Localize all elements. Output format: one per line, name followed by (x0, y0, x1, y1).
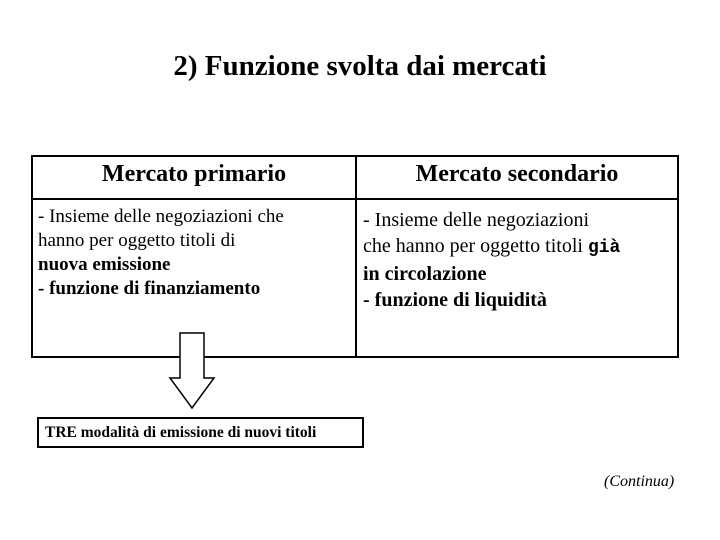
comparison-table (31, 155, 679, 358)
emission-methods-box: TRE modalità di emissione di nuovi titoli (37, 417, 364, 448)
secondary-line-2-text: che hanno per oggetto titoli (363, 235, 588, 257)
secondary-line-1: - Insieme delle negoziazioni (363, 209, 590, 231)
page-title: 2) Funzione svolta dai mercati (173, 50, 547, 82)
secondary-line-3: in circolazione (363, 263, 487, 285)
secondary-line-4: - funzione di liquidità (363, 289, 547, 311)
down-arrow-icon (168, 332, 216, 410)
primary-market-description (38, 205, 353, 301)
secondary-market-description (363, 207, 675, 313)
secondary-market-heading: Mercato secondario (415, 161, 619, 187)
primary-market-heading: Mercato primario (101, 161, 287, 187)
header-divider (33, 198, 677, 200)
secondary-line-2-emphasis: già (587, 238, 621, 258)
primary-line-2: hanno per oggetto titoli di (38, 230, 236, 251)
continue-note: (Continua) (604, 473, 675, 490)
secondary-line-2 (363, 233, 675, 261)
primary-line-1: - Insieme delle negoziazioni che (38, 206, 284, 227)
primary-line-3: nuova emissione (38, 254, 171, 275)
primary-line-4: - funzione di finanziamento (38, 278, 261, 299)
